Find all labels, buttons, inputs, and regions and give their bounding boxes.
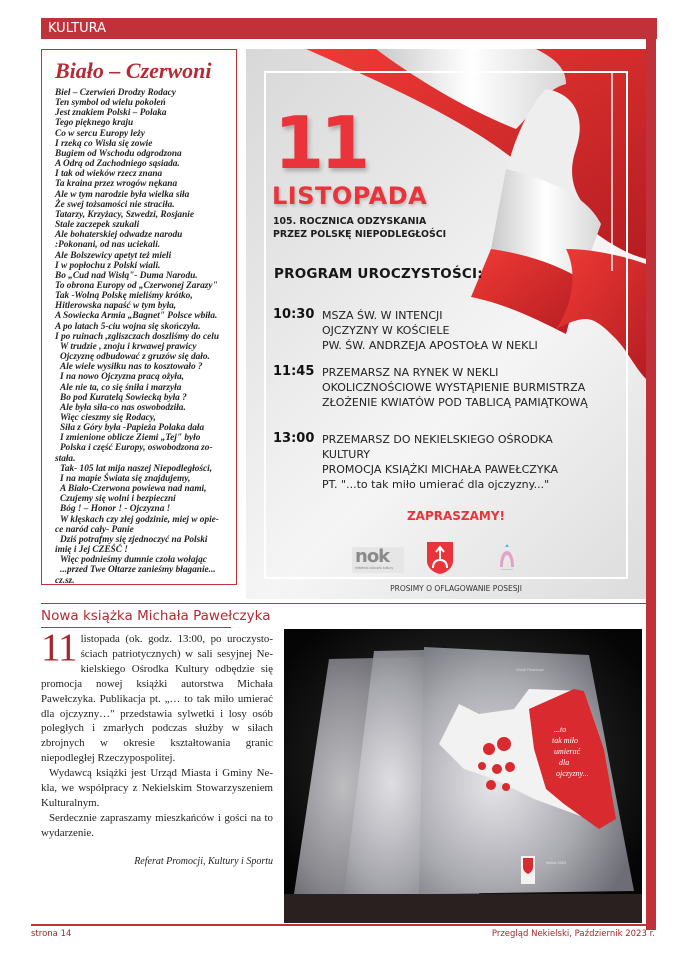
program-line: OJCZYZNY W KOŚCIELE bbox=[322, 324, 450, 337]
program-description bbox=[322, 308, 538, 353]
poem-body bbox=[55, 88, 236, 586]
program-time: 10:30 bbox=[273, 307, 315, 322]
book-photo bbox=[284, 629, 642, 923]
poem-line: I zmienione oblicze Ziemi „Tej" było bbox=[60, 433, 201, 444]
article-text: listopada (ok. godz. 13:00, po uroczystościach patriotycznych) w sali sesyjnej Nekielskiego Ośrodka Kultury odbędzie się promocja nowej książki autorstwa Michała Pawełczyka. Publikacja pt. „… to tak miło umierać dla ojczyzny…" przedstawia sylwetki i losy osób poległych i zmarłych podczas służby w siłach zbrojnych w okresie kształtowania granic niepodległej Rzeczypospolitej. bbox=[41, 633, 273, 765]
poem-line: Hitlerowska napaść w tym była, bbox=[55, 301, 177, 312]
nok-logo-text: nok bbox=[355, 546, 390, 567]
poem-line: To obrona Europy od „Czerwonej Zarazy" bbox=[55, 280, 218, 291]
poem-box bbox=[41, 49, 237, 585]
event-poster bbox=[246, 49, 646, 599]
poem-line: Biel – Czerwień Drodzy Rodacy bbox=[55, 88, 176, 98]
poem-line: Siła z Góry była -Papieża Polaka dała bbox=[60, 423, 205, 434]
book-author: Michał Pawełczyk bbox=[516, 668, 544, 672]
poem-line: Ale w tym narodzie była wielka siła bbox=[55, 189, 190, 200]
program-title: PROGRAM UROCZYSTOŚCI: bbox=[274, 266, 483, 282]
nekla-crest-icon bbox=[426, 541, 454, 575]
poem-line: I rzeką co Wisła się zowie bbox=[55, 138, 153, 149]
poem-line: Ta kraina przez wrogów nękana bbox=[55, 179, 178, 190]
drop-cap: 11 bbox=[41, 626, 77, 669]
book-imprint: Nekla 2023 bbox=[546, 860, 567, 865]
program-line: MSZA ŚW. W INTENCJI bbox=[322, 309, 443, 322]
poem-line: Więc cieszmy się Rodacy, bbox=[60, 413, 156, 423]
poem-line: Że swej tożsamości nie straciła. bbox=[55, 199, 175, 210]
poem-line: Bugiem od Wschodu odgrodzona bbox=[55, 148, 182, 159]
poem-line: A Biało-Czerwona powiewa nad nami, bbox=[60, 484, 207, 495]
association-logo-icon bbox=[497, 543, 517, 573]
poem-line: stała. bbox=[55, 453, 76, 464]
poem-line: Ale była siła-co nas oswobodziła. bbox=[60, 402, 186, 413]
article-paragraph: Wydawcą książki jest Urząd Miasta i Gminy Nekla, we współpracy z Nekielskim Stowarzyszeniem Kulturalnym. bbox=[41, 767, 273, 809]
book-title-line: tak miło bbox=[552, 736, 578, 745]
poster-subtitle-line: 105. ROCZNICA ODZYSKANIA bbox=[273, 216, 427, 227]
poem-line: Ale bohaterskiej odwadze narodu bbox=[55, 230, 183, 241]
poem-line: I tak od wieków rzecz znana bbox=[55, 169, 163, 180]
program-description bbox=[322, 432, 558, 492]
section-label: KULTURA bbox=[48, 21, 106, 36]
book-title-line: ojczyzny... bbox=[556, 769, 589, 778]
poster-invite: ZAPRASZAMY! bbox=[406, 509, 506, 523]
book-stack-image bbox=[284, 629, 642, 923]
poem-line: Czujemy się wolni i bezpieczni bbox=[60, 494, 176, 505]
program-line: PW. ŚW. ANDRZEJA APOSTOŁA W NEKLI bbox=[322, 339, 538, 352]
poem-line: Ale nie ta, co się śniła i marzyła bbox=[60, 382, 182, 393]
poem-line: W trudzie , znoju i krwawej prawicy bbox=[60, 341, 197, 352]
program-line: PT. "...to tak miło umierać dla ojczyzny..." bbox=[322, 478, 550, 491]
poem-line: Jest znakiem Polski – Polaka bbox=[55, 108, 167, 119]
poem-line: Więc podnieśmy dumnie czoła wołając bbox=[60, 555, 207, 566]
poem-line: Dziś potrafmy się zjednoczyć na Polski bbox=[60, 534, 208, 545]
poster-footer: PROSIMY O OFLAGOWANIE POSESJI bbox=[390, 584, 522, 593]
article-signature: Referat Promocji, Kultury i Sportu bbox=[134, 855, 273, 867]
program-line: ZŁOŻENIE KWIATÓW POD TABLICĄ PAMIĄTKOWĄ bbox=[322, 396, 588, 409]
book-title-line: ...to bbox=[554, 725, 567, 734]
book-title-line: umierać bbox=[554, 747, 581, 756]
program-description bbox=[322, 365, 588, 410]
poem-line: A po latach 5-ciu wojna się skończyła. bbox=[55, 321, 201, 332]
program-line: OKOLICZNOŚCIOWE WYSTĄPIENIE BURMISTRZA bbox=[322, 381, 586, 394]
poem-line: Bo pod Kuratelą Sowiecką była ? bbox=[60, 392, 187, 403]
section-divider bbox=[41, 603, 646, 604]
footer-rule bbox=[31, 924, 656, 926]
poem-line: A Odrą od Zachodniego sąsiada. bbox=[55, 159, 180, 170]
article-title: Nowa książka Michała Pawełczyka bbox=[41, 608, 231, 628]
poem-line: Ale wiele wysiłku nas to kosztowało ? bbox=[60, 362, 203, 373]
poem-line: A Sowiecka Armia „Bagnet" Polsce wbiła. bbox=[55, 311, 218, 322]
book-title-line: dla bbox=[559, 758, 570, 767]
poem-line: I po ruinach ,zgliszczach doszliśmy do celu bbox=[55, 331, 220, 342]
poem-line: Tak- 105 lat mija naszej Niepodległości, bbox=[60, 463, 213, 474]
article-body bbox=[41, 626, 273, 870]
program-time: 13:00 bbox=[273, 431, 315, 446]
poem-line: ...przed Twe Ołtarze zanieśmy błaganie... bbox=[60, 565, 216, 576]
poster-subtitle bbox=[273, 216, 446, 241]
poem-line: Tego pięknego kraju bbox=[55, 118, 134, 129]
poster-month: LISTOPADA bbox=[272, 182, 428, 210]
poem-line: Bóg ! – Honor ! - Ojczyzna ! bbox=[60, 504, 171, 515]
page-edge-bar bbox=[646, 18, 656, 930]
poem-line: :Pokonani, od nas uciekali. bbox=[55, 240, 161, 251]
poem-line: Ten symbol od wielu pokoleń bbox=[55, 98, 166, 109]
poem-line: I na mapie Świata się znajdujemy, bbox=[60, 473, 191, 484]
article-paragraph: Serdecznie zapraszamy mieszkańców i gości na to wydarzenie. bbox=[41, 811, 273, 839]
poem-line: Stale zaczepek szukali bbox=[55, 220, 140, 231]
poster-logos bbox=[352, 541, 592, 577]
poem-line: Ojczyznę odbudować z gruzów się dało. bbox=[60, 352, 210, 363]
poem-line: Bo „Cud nad Wisłą"- Duma Narodu. bbox=[55, 270, 198, 281]
page-number: strona 14 bbox=[31, 929, 72, 939]
nok-logo bbox=[352, 547, 404, 573]
poem-line: cz.sz. bbox=[55, 575, 75, 586]
poem-line: Ale Bolszewicy apetyt też mieli bbox=[55, 250, 172, 261]
poem-title: Biało – Czerwoni bbox=[55, 58, 212, 83]
poster-subtitle-line: PRZEZ POLSKĘ NIEPODLEGŁOŚCI bbox=[273, 228, 447, 240]
nok-logo-subtitle: nekielski ośrodek kultury bbox=[355, 566, 394, 570]
program-line: PROMOCJA KSIĄŻKI MICHAŁA PAWEŁCZYKA bbox=[322, 463, 559, 476]
poem-line: W klęskach czy złej godzinie, miej w opie- bbox=[60, 514, 219, 525]
poem-line: ce naród cały- Panie bbox=[55, 524, 134, 535]
section-header bbox=[41, 18, 657, 39]
poem-line: Co w sercu Europy leży bbox=[55, 128, 145, 139]
article-paragraph bbox=[41, 626, 273, 766]
poem-line: Tak -Wolną Polskę mieliśmy krótko, bbox=[55, 291, 193, 302]
poster-day: 11 bbox=[274, 101, 367, 185]
poem-line: imię i Jej CZEŚĆ ! bbox=[55, 545, 128, 556]
poem-line: I na nowo Ojczyzna pracą ożyła, bbox=[60, 372, 184, 383]
program-line: PRZEMARSZ DO NEKIELSKIEGO OŚRODKA bbox=[322, 433, 553, 446]
program-time: 11:45 bbox=[273, 364, 315, 379]
program-line: KULTURY bbox=[322, 448, 371, 461]
program-line: PRZEMARSZ NA RYNEK W NEKLI bbox=[322, 366, 499, 379]
poem-line: Tatarzy, Krzyżacy, Szwedzi, Rosjanie bbox=[55, 209, 194, 220]
poem-line: Polska i część Europy, oswobodzona zo- bbox=[60, 443, 213, 454]
publication-info: Przegląd Nekielski, Październik 2023 r. bbox=[491, 929, 655, 939]
poem-line: I w popłochu z Polski wiali. bbox=[55, 260, 161, 271]
